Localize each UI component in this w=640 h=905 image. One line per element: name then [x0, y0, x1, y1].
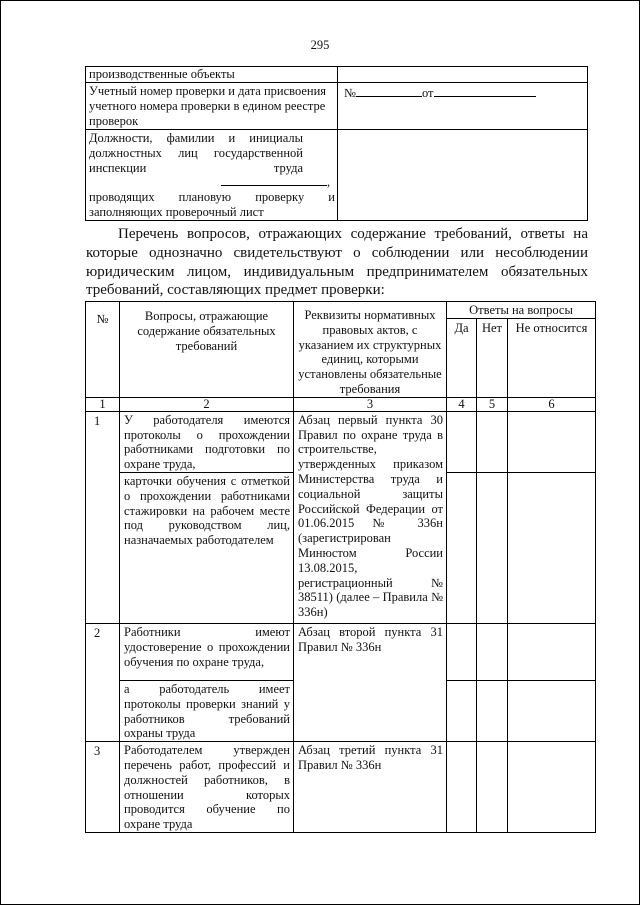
inspection-number-value — [338, 83, 588, 130]
header-requisites: Реквизиты нормативных правовых актов, с указанием их структурных единиц, которыми установлены обязательные требования — [294, 302, 447, 398]
inspectors-value — [338, 130, 588, 221]
row-3-na[interactable] — [508, 742, 596, 833]
row-2b-na[interactable] — [508, 680, 596, 741]
row-1a-na[interactable] — [508, 411, 596, 472]
row-2b-yes[interactable] — [447, 680, 477, 741]
row-2a-yes[interactable] — [447, 623, 477, 680]
page-number: 295 — [310, 38, 330, 52]
header-yes: Да — [447, 318, 477, 397]
row-2-number: 2 — [86, 623, 120, 741]
row-2a-no[interactable] — [477, 623, 508, 680]
inspectors-label-text-a: Должности, фамилии и инициалы должностных лиц государственной инспекции труда — [89, 131, 303, 175]
production-objects-cell: производственные объекты — [86, 67, 338, 83]
col-number-2: 2 — [120, 397, 294, 411]
row-1a-no[interactable] — [477, 411, 508, 472]
inspectors-label — [86, 130, 338, 221]
inspection-info-table — [85, 66, 588, 221]
date-blank-line — [434, 86, 536, 97]
row-3-no[interactable] — [477, 742, 508, 833]
header-no-answer: Нет — [477, 318, 508, 397]
col-number-5: 5 — [477, 397, 508, 411]
header-number: № — [86, 302, 120, 398]
row-2a-na[interactable] — [508, 623, 596, 680]
row-3-yes[interactable] — [447, 742, 477, 833]
row-1-requisites: Абзац первый пункта 30 Правил по охране труда в строительстве, утвержденных приказом Министерства труда и социальной защиты Российской Федерации от 01.06.2015 № 336н (зарегистрирован Минюстом России 13.08.2015, регистрационный № 38511) (далее – Правила № 336н) — [294, 411, 447, 623]
inspectors-label-text-c: проводящих плановую проверку и заполняющих проверочный лист — [89, 190, 335, 219]
row-2-requisites: Абзац второй пункта 31 Правил № 336н — [294, 623, 447, 741]
header-questions: Вопросы, отражающие содержание обязательных требований — [120, 302, 294, 398]
header-answers: Ответы на вопросы — [447, 302, 596, 319]
date-from-label: от — [421, 86, 434, 100]
number-sign: № — [344, 86, 356, 100]
inspectors-blank-line — [221, 175, 327, 186]
row-1-question-a: У работодателя имеются протоколы о прохождении работниками подготовки по охране труда, — [120, 411, 294, 472]
row-1a-yes[interactable] — [447, 411, 477, 472]
col-number-3: 3 — [294, 397, 447, 411]
row-1-number: 1 — [86, 411, 120, 623]
row-2-question-a: Работники имеют удостоверение о прохождении обучения по охране труда, — [120, 623, 294, 680]
number-blank-line — [356, 86, 422, 97]
row-2b-no[interactable] — [477, 680, 508, 741]
col-number-1: 1 — [86, 397, 120, 411]
row-1b-yes[interactable] — [447, 472, 477, 623]
inspection-number-label: Учетный номер проверки и дата присвоения учетного номера проверки в едином реестре проверок — [86, 83, 338, 130]
header-not-applicable: Не относится — [508, 318, 596, 397]
col-number-4: 4 — [447, 397, 477, 411]
row-1-question-b: карточки обучения с отметкой о прохождении работниками стажировки на рабочем месте под руководством лиц, назначаемых работодателем — [120, 472, 294, 623]
row-2-question-b: а работодатель имеет протоколы проверки знаний у работников требований охраны труда — [120, 680, 294, 741]
inspectors-comma: , — [327, 175, 331, 190]
row-1b-na[interactable] — [508, 472, 596, 623]
production-objects-value — [338, 67, 588, 83]
intro-paragraph: Перечень вопросов, отражающих содержание требований, ответы на которые однозначно свидетельствуют о соблюдении или несоблюдении юридическим лицом, индивидуальным предпринимателем обязательных требований, составляющих предмет проверки: — [86, 226, 588, 299]
row-3-question: Работодателем утвержден перечень работ, профессий и должностей работников, в отношении которых проводится обучение по охране труда — [120, 742, 294, 833]
row-1b-no[interactable] — [477, 472, 508, 623]
row-3-number: 3 — [86, 742, 120, 833]
col-number-6: 6 — [508, 397, 596, 411]
checklist-table — [85, 301, 596, 833]
row-3-requisites: Абзац третий пункта 31 Правил № 336н — [294, 742, 447, 833]
